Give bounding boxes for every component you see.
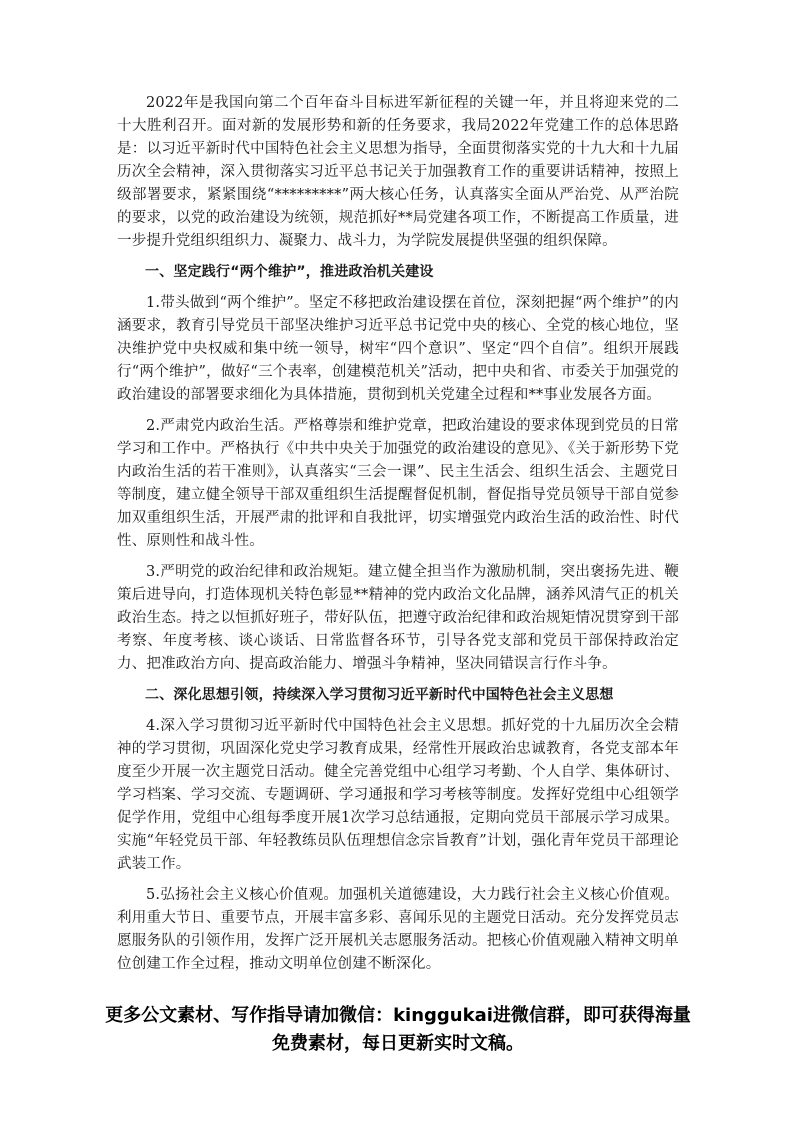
section-heading-2: 二、深化思想引领，持续深入学习贯彻习近平新时代中国特色社会主义思想 [145, 687, 614, 703]
item-paragraph-4: 4.深入学习贯彻习近平新时代中国特色社会主义思想。抓好党的十九届历次全会精神的学习贯彻，巩固深化党史学习教育成果，经常性开展政治忠诚教育，各党支部本年度至少开展一次主题党日活动。健全完善党组中心组学习考勤、个人自学、集体研讨、学习档案、学习交流、专题调研、学习通报和学习考核等制度。发挥好党组中心组领学促学作用，党组中心组每季度开展1次学习总结通报，定期向党员干部展示学习成果。实施“年轻党员干部、年轻教练员队伍理想信念宗旨教育”计划，强化青年党员干部理论武装工作。 [117, 718, 679, 872]
item-paragraph-1: 1.带头做到“两个维护”。坚定不移把政治建设摆在首位，深刻把握“两个维护”的内涵要求，教育引导党员干部坚决维护习近平总书记党中央的核心、全党的核心地位，坚决维护党中央权威和集中统一领导，树牢“四个意识”、坚定“四个自信”。组织开展践行“两个维护”，做好“三个表率，创建模范机关”活动，把中央和省、市委关于加强党的政治建设的部署要求细化为具体措施，贯彻到机关党建全过程和**事业发展各方面。 [117, 295, 679, 403]
item-paragraph-5: 5.弘扬社会主义核心价值观。加强机关道德建设，大力践行社会主义核心价值观。利用重大节日、重要节点，开展丰富多彩、喜闻乐见的主题党日活动。充分发挥党员志愿服务队的引领作用，发挥广泛开展机关志愿服务活动。把核心价值观融入精神文明单位创建工作全过程，推动文明单位创建不断深化。 [117, 887, 679, 972]
section-heading-1: 一、坚定践行“两个维护”，推进政治机关建设 [145, 264, 434, 280]
promo-banner: 更多公文素材、写作指导请加微信：kinggukai进微信群，即可获得海量免费素材，每日更新实时文稿。 [105, 1005, 691, 1054]
item-paragraph-3: 3.严明党的政治纪律和政治规矩。建立健全担当作为激励机制，突出褒扬先进、鞭策后进导向，打造体现机关特色彰显**精神的党内政治文化品牌，涵养风清气正的机关政治生态。持之以恒抓好班子，带好队伍，把遵守政治纪律和政治规矩情况贯穿到干部考察、年度考核、谈心谈话、日常监督各环节，引导各党支部和党员干部保持政治定力、把准政治方向、提高政治能力、增强斗争精神，坚决同错误言行作斗争。 [117, 564, 679, 672]
item-paragraph-2: 2.严肃党内政治生活。严格尊崇和维护党章，把政治建设的要求体现到党员的日常学习和工作中。严格执行《中共中央关于加强党的政治建设的意见》、《关于新形势下党内政治生活的若干准则》，认真落实“三会一课”、民主生活会、组织生活会、主题党日等制度，建立健全领导干部双重组织生活提醒督促机制，督促指导党员领导干部自觉参加双重组织生活，开展严肃的批评和自我批评，切实增强党内政治生活的政治性、时代性、原则性和战斗性。 [117, 418, 679, 549]
intro-paragraph: 2022年是我国向第二个百年奋斗目标进军新征程的关键一年，并且将迎来党的二十大胜利召开。面对新的发展形势和新的任务要求，我局2022年党建工作的总体思路是：以习近平新时代中国特色社会主义思想为指导，全面贯彻落实党的十九大和十九届历次全会精神，深入贯彻落实习近平总书记关于加强教育工作的重要讲话精神，按照上级部署要求，紧紧围绕“*********”两大核心任务，认真落实全面从严治党、从严治院的要求，以党的政治建设为统领，规范抓好**局党建各项工作，不断提高工作质量，进一步提升党组织组织力、凝聚力、战斗力，为学院发展提供坚强的组织保障。 [117, 95, 679, 249]
document-body [117, 92, 679, 984]
